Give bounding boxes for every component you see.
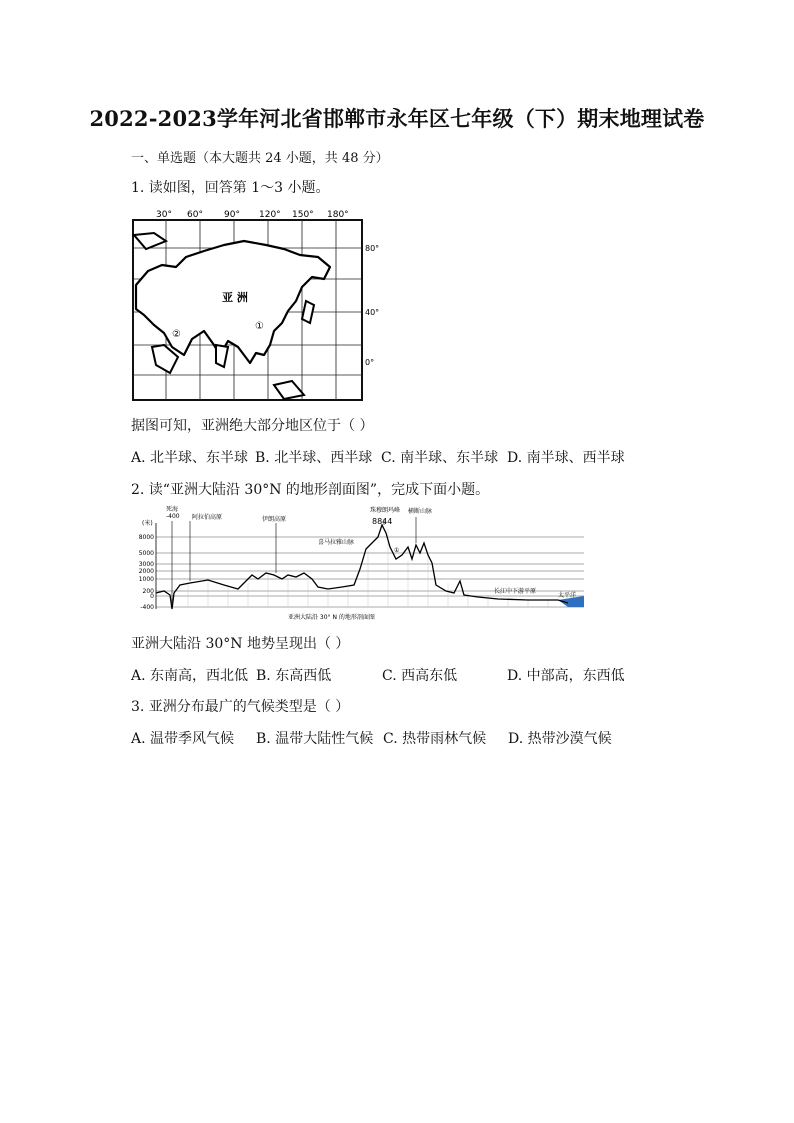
map-lat-label: 0° <box>365 358 375 367</box>
profile-caption: 亚洲大陆沿 30° N 的地形剖面图 <box>288 614 375 621</box>
q2-option-a[interactable]: A. 东南高，西北低 <box>131 668 249 684</box>
profile-y-tick: 1000 <box>138 576 154 583</box>
map-marker-2: ② <box>172 329 181 340</box>
profile-label-iranian: 伊朗高原 <box>262 516 287 523</box>
profile-y-tick: 5000 <box>138 550 154 557</box>
map-lat-label: 80° <box>365 244 380 253</box>
q1-option-d[interactable]: D. 南半球、西半球 <box>507 450 625 466</box>
map-marker-1: ① <box>255 321 264 332</box>
profile-label-pacific: 太平洋 <box>558 592 577 599</box>
map-lon-label: 30° <box>156 210 172 220</box>
map-lon-label: 180° <box>327 210 349 220</box>
q2-option-c[interactable]: C. 西高东低 <box>382 668 458 684</box>
q1-option-c[interactable]: C. 南半球、东半球 <box>381 450 499 466</box>
q3-option-a[interactable]: A. 温带季风气候 <box>131 731 235 747</box>
q3-option-b[interactable]: B. 温带大陆性气候 <box>256 731 374 747</box>
profile-label-himalaya: 喜马拉雅山脉 <box>318 539 355 546</box>
terrain-profile <box>128 503 588 625</box>
profile-y-tick: 8000 <box>138 534 154 541</box>
profile-marker-1: ① <box>394 547 400 554</box>
q3-option-c[interactable]: C. 热带雨林气候 <box>383 731 487 747</box>
q2-option-b[interactable]: B. 东高西低 <box>256 668 332 684</box>
terrain-line <box>156 525 568 609</box>
profile-hatching <box>188 529 548 607</box>
q1-option-a[interactable]: A. 北半球、东半球 <box>131 450 249 466</box>
profile-label-arabian: 阿拉伯高原 <box>192 514 223 521</box>
map-lat-label: 40° <box>365 308 380 317</box>
page-title: 2022-2023学年河北省邯郸市永年区七年级（下）期末地理试卷 <box>89 106 705 131</box>
question-1-sub: 据图可知，亚洲绝大部分地区位于（ ） <box>131 418 374 434</box>
map-lon-label: 150° <box>292 210 314 220</box>
question-2-sub: 亚洲大陆沿 30°N 地势呈现出（ ） <box>131 636 350 652</box>
map-lon-label: 90° <box>224 210 240 220</box>
profile-y-tick: 3000 <box>138 561 154 568</box>
profile-label-everest: 珠穆朗玛峰 <box>370 507 401 514</box>
profile-label-dead-sea-value: -400 <box>166 513 180 520</box>
asia-map <box>124 205 384 405</box>
profile-label-yangtze: 长江中下游平原 <box>494 588 537 595</box>
profile-label-hengduan: 横断山脉 <box>408 508 433 515</box>
q3-option-d[interactable]: D. 热带沙漠气候 <box>508 731 612 747</box>
profile-y-tick: 2000 <box>138 568 154 575</box>
map-lon-label: 60° <box>187 210 203 220</box>
profile-grid <box>156 537 584 607</box>
profile-label-everest-value: 8844 <box>372 517 393 526</box>
profile-label-dead-sea: 死海 <box>166 506 179 513</box>
profile-y-tick: 200 <box>142 588 154 595</box>
map-region-label: 亚 洲 <box>222 291 248 304</box>
q1-option-b[interactable]: B. 北半球、西半球 <box>255 450 373 466</box>
profile-y-tick: -400 <box>140 604 154 611</box>
map-lon-label: 120° <box>259 210 281 220</box>
profile-y-unit: (米) <box>142 520 153 527</box>
question-1-stem: 1. 读如图，回答第 1～3 小题。 <box>131 180 330 196</box>
question-2-stem: 2. 读“亚洲大陆沿 30°N 的地形剖面图”，完成下面小题。 <box>131 482 490 498</box>
question-3-stem: 3. 亚洲分布最广的气候类型是（ ） <box>131 699 350 715</box>
profile-y-tick: 0 <box>150 593 154 600</box>
q2-option-d[interactable]: D. 中部高，东西低 <box>507 668 625 684</box>
section-heading: 一、单选题（本大题共 24 小题，共 48 分） <box>131 151 389 166</box>
